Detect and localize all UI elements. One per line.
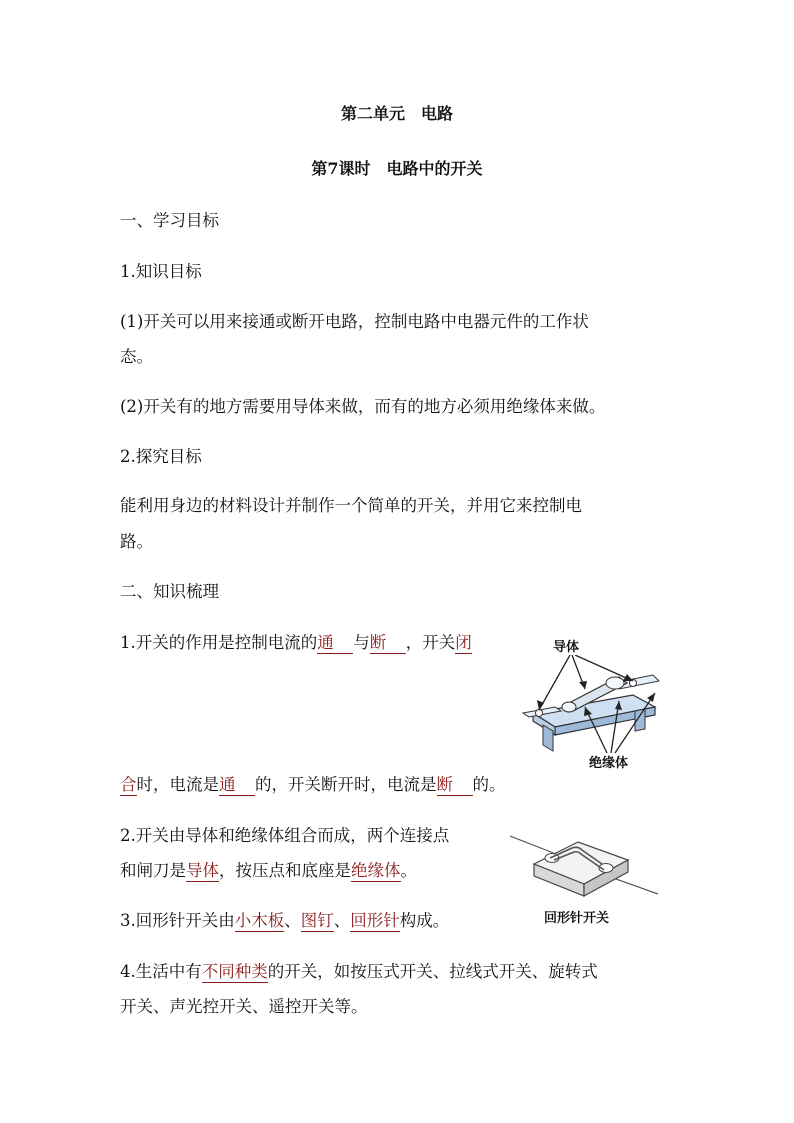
item4-line2: 开关、声光控开关、遥控开关等。 <box>120 997 368 1016</box>
item1-line2 <box>120 771 506 796</box>
item2-answer-2: 绝缘体 <box>351 861 401 880</box>
item2-text-2: ，按压点和底座是 <box>219 861 351 880</box>
item1-text-2: 与 <box>353 633 370 652</box>
item2-line2 <box>120 857 417 882</box>
item1-text-1: 1.开关的作用是控制电流的 <box>120 633 318 652</box>
item1-answer-2: 断 <box>370 634 406 654</box>
item1-text-6: 的。 <box>472 775 506 794</box>
figure-label-insulator: 绝缘体 <box>589 756 629 771</box>
item4-line1 <box>120 958 598 983</box>
item1-answer-5: 通 <box>219 776 255 796</box>
item3-answer-3: 回形针 <box>350 911 400 930</box>
unit-title: 第二单元 电路 <box>340 104 453 123</box>
item1-line1 <box>120 629 472 654</box>
lesson-title: 第7课时 电路中的开关 <box>311 159 483 178</box>
goal1-line2: 态。 <box>120 347 153 366</box>
explore-heading: 2.探究目标 <box>120 447 202 466</box>
item2-text-1: 和闸刀是 <box>120 861 186 880</box>
item1-text-5: 的，开关断开时，电流是 <box>255 775 437 794</box>
item2-text-3: 。 <box>400 861 417 880</box>
item1-answer-6: 断 <box>437 776 473 796</box>
paperclip-switch-caption: 回形针开关 <box>544 911 610 926</box>
item3-answer-1: 小木板 <box>234 911 285 930</box>
item3-sep-2: 、 <box>333 911 351 930</box>
item3-sep-1: 、 <box>284 911 301 930</box>
goal2: (2)开关有的地方需要用导体来做，而有的地方必须用绝缘体来做。 <box>120 397 606 416</box>
goal1-line1: (1)开关可以用来接通或断开电路，控制电路中电器元件的工作状 <box>120 312 589 331</box>
item3-text-1: 3.回形针开关由 <box>120 911 235 930</box>
item1-answer-3: 闭 <box>455 633 472 652</box>
item1-text-3: ，开关 <box>405 633 456 652</box>
explore-line1: 能利用身边的材料设计并制作一个简单的开关，并用它来控制电 <box>120 496 582 515</box>
paperclip-switch-figure <box>510 828 660 900</box>
item4-answer-1: 不同种类 <box>201 962 268 981</box>
item4-text-2: 的开关，如按压式开关、拉线式开关、旋转式 <box>267 962 598 981</box>
item2-answer-1: 导体 <box>186 861 219 880</box>
item2-line1: 2.开关由导体和绝缘体组合而成，两个连接点 <box>120 826 450 845</box>
explore-line2: 路。 <box>120 532 153 551</box>
section1-heading: 一、学习目标 <box>120 211 219 230</box>
knowledge-heading: 1.知识目标 <box>120 262 202 281</box>
section2-heading: 二、知识梳理 <box>120 582 219 601</box>
item1-text-4: 时，电流是 <box>136 775 219 794</box>
item4-text-1: 4.生活中有 <box>120 962 202 981</box>
item3-line <box>120 907 449 932</box>
item3-answer-2: 图钉 <box>300 911 334 930</box>
item3-text-2: 构成。 <box>399 911 450 930</box>
item1-answer-1: 通 <box>317 634 353 654</box>
knife-switch-figure <box>515 655 665 755</box>
item1-answer-4: 合 <box>120 775 137 794</box>
figure-label-conductor: 导体 <box>553 640 580 655</box>
